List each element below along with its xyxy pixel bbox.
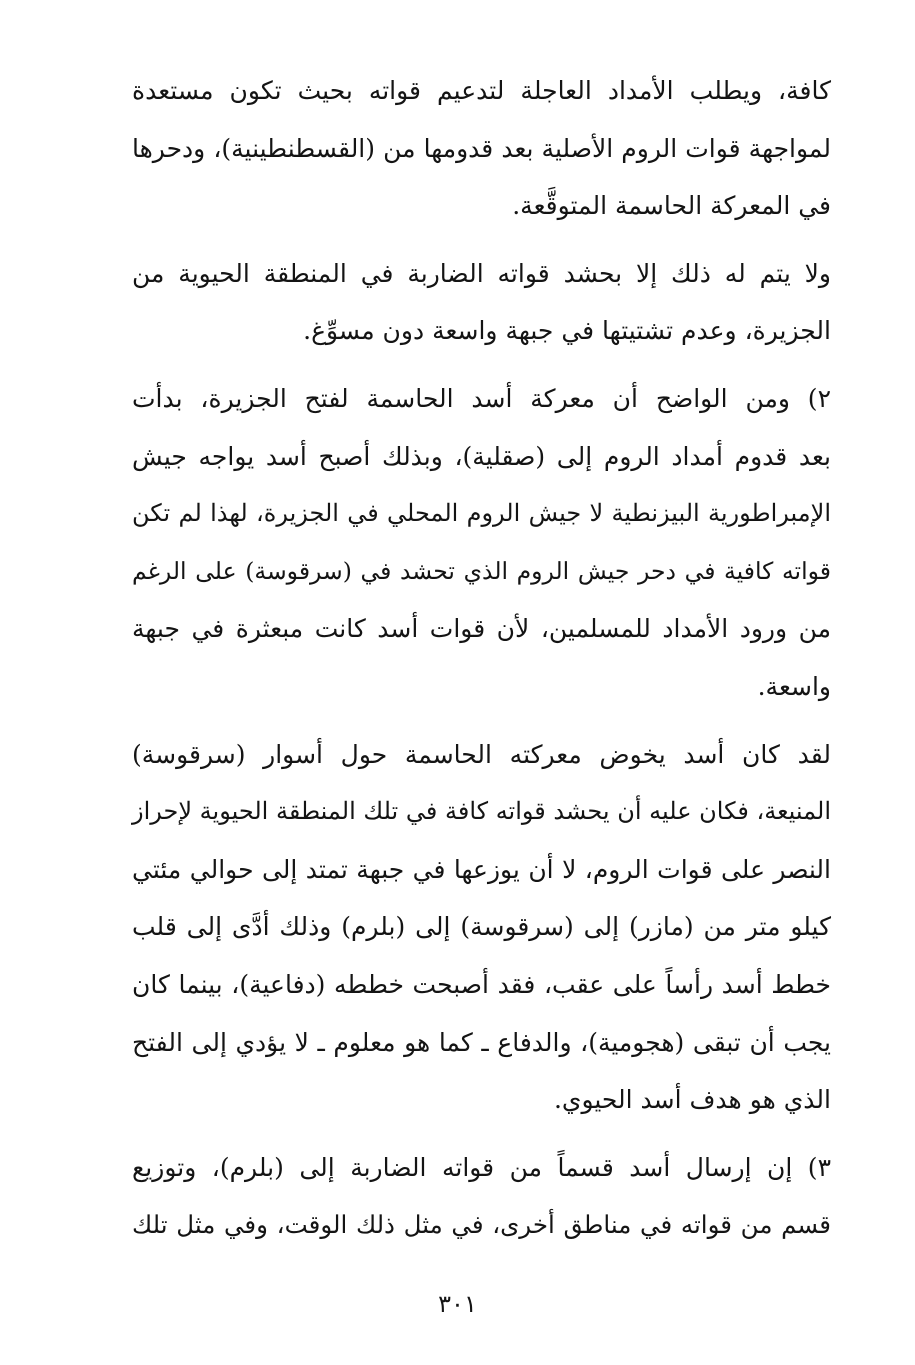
paragraph-gap: [132, 716, 831, 726]
text-line: ولا يتم له ذلك إلا بحشد قواته الضاربة في المنطقة الحيوية من: [132, 258, 831, 288]
text-line: قواته كافية في دحر جيش الروم الذي تحشد في (سرقوسة) على الرغم: [132, 556, 831, 585]
text-line: كافة، ويطلب الأمداد العاجلة لتدعيم قواته بحيث تكون مستعدة: [132, 76, 831, 105]
paragraph-gap: [132, 360, 831, 370]
text-line: ٣) إن إرسال أسد قسماً من قواته الضاربة إلى (بلرم)، وتوزيع: [132, 1152, 831, 1182]
text-line: الجزيرة، وعدم تشتيتها في جبهة واسعة دون مسوِّغ.: [303, 316, 831, 346]
paragraph-gap: [132, 235, 831, 245]
text-line: بعد قدوم أمداد الروم إلى (صقلية)، وبذلك أصبح أسد يواجه جيش: [132, 441, 831, 471]
text-line: النصر على قوات الروم، لا أن يوزعها في جبهة تمتد إلى حوالي مئتي: [132, 854, 831, 884]
text-line: واسعة.: [757, 671, 831, 701]
text-line: الإمبراطورية البيزنطية لا جيش الروم المحلي في الجزيرة، لهذا لم تكن: [132, 499, 831, 528]
text-line: في المعركة الحاسمة المتوقَّعة.: [512, 191, 831, 221]
text-line: المنيعة، فكان عليه أن يحشد قواته كافة في تلك المنطقة الحيوية لإحراز: [132, 797, 831, 826]
text-line: الذي هو هدف أسد الحيوي.: [553, 1085, 831, 1115]
text-line: قسم من قواته في مناطق أخرى، في مثل ذلك الوقت، وفي مثل تلك: [132, 1210, 831, 1240]
paragraph-gap: [132, 1129, 831, 1139]
text-line: لمواجهة قوات الروم الأصلية بعد قدومها من (القسطنطينية)، ودحرها: [132, 133, 831, 163]
text-line: من ورود الأمداد للمسلمين، لأن قوات أسد كانت مبعثرة في جبهة: [132, 614, 831, 644]
page-number: ٣٠١: [438, 1290, 477, 1318]
text-line: كيلو متر من (مازر) إلى (سرقوسة) إلى (بلرم) وذلك أدَّى إلى قلب: [132, 912, 831, 942]
text-line: ٢) ومن الواضح أن معركة أسد الحاسمة لفتح الجزيرة، بدأت: [132, 383, 831, 413]
text-line: يجب أن تبقى (هجومية)، والدفاع ـ كما هو معلوم ـ لا يؤدي إلى الفتح: [132, 1027, 831, 1057]
text-line: لقد كان أسد يخوض معركته الحاسمة حول أسوار (سرقوسة): [132, 739, 831, 769]
text-line: خطط أسد رأساً على عقب، فقد أصبحت خططه (دفاعية)، بينما كان: [132, 969, 831, 999]
body-text: [132, 62, 831, 1254]
